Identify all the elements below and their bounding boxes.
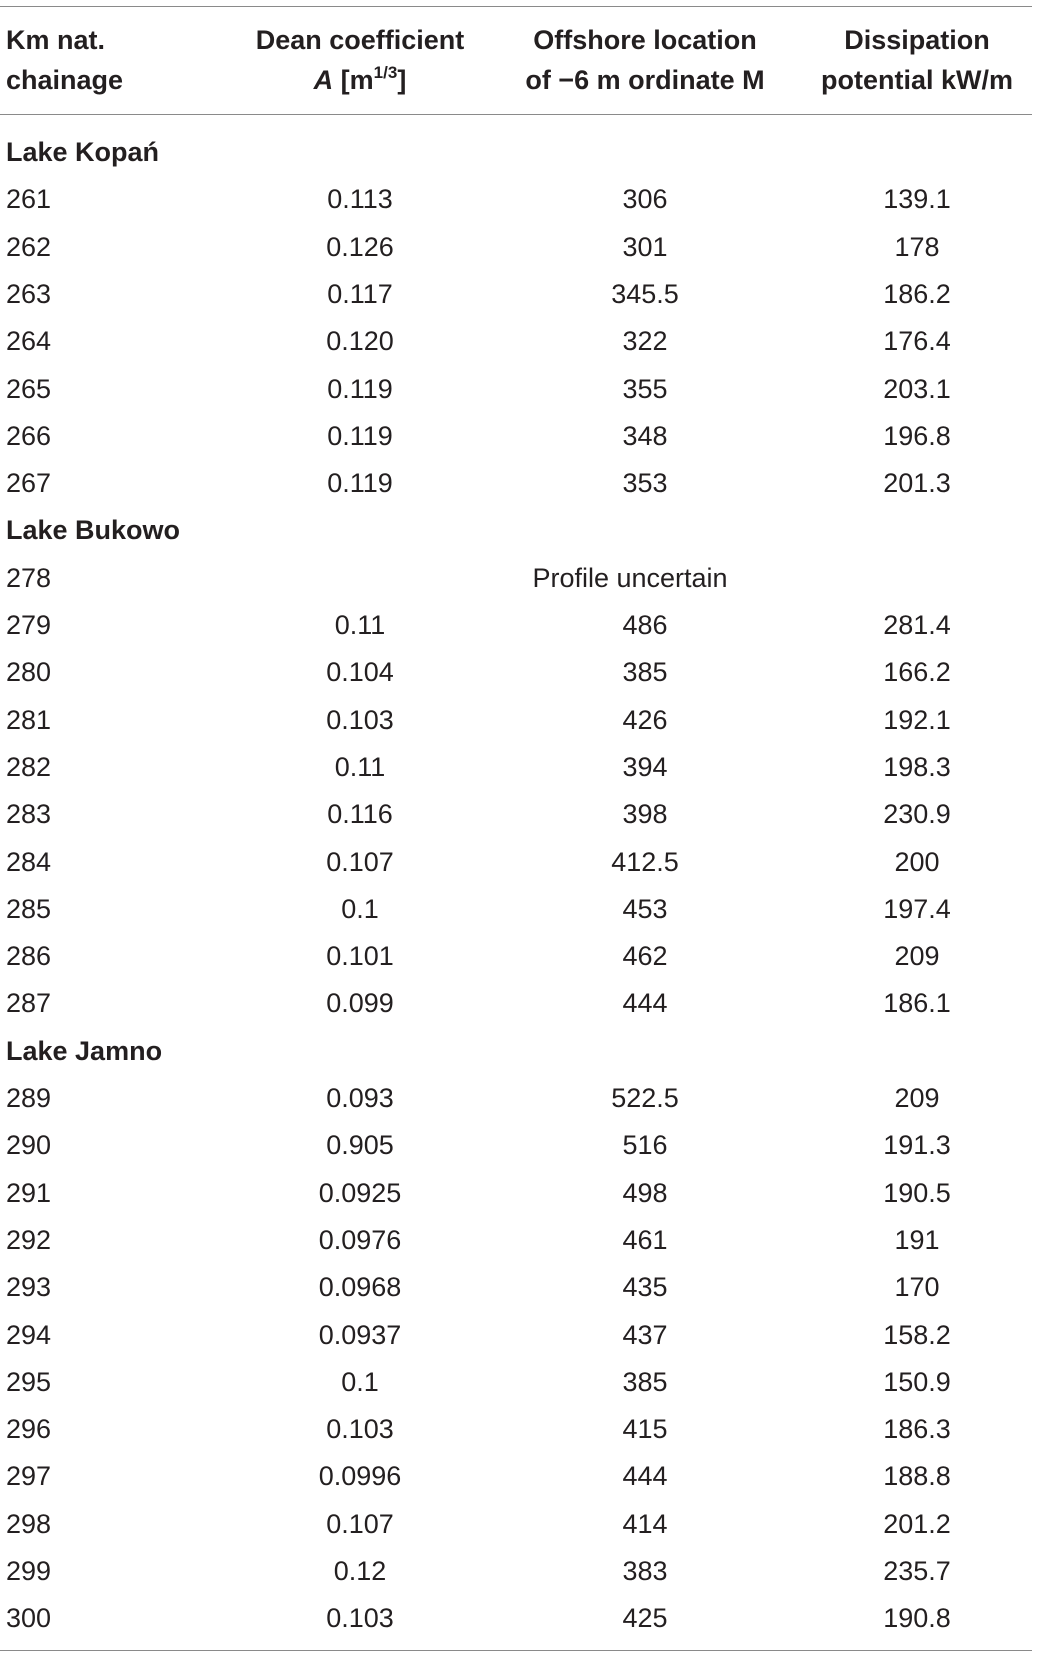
cell-dissipation-potential: 190.8	[883, 1603, 951, 1633]
cell-dissipation-potential: 190.5	[883, 1178, 951, 1208]
header-dissipation-line1: Dissipation	[844, 25, 990, 55]
cell-dean-coefficient: 0.0937	[318, 1320, 402, 1350]
cell-dean-coefficient: 0.1	[341, 1367, 379, 1397]
cell-offshore-location: 385	[622, 1367, 668, 1397]
cell-offshore-location: 426	[622, 705, 668, 735]
cell-km-chainage: 286	[6, 941, 52, 971]
cell-dissipation-potential: 178	[894, 232, 940, 262]
cell-dean-coefficient: 0.101	[326, 941, 394, 971]
cell-offshore-location: 355	[622, 374, 668, 404]
cell-offshore-location: 462	[622, 941, 668, 971]
cell-dissipation-potential: 188.8	[883, 1461, 951, 1491]
cell-offshore-location: 306	[622, 184, 668, 214]
cell-offshore-location: 353	[622, 468, 668, 498]
cell-offshore-location: 444	[622, 1461, 668, 1491]
cell-dean-coefficient: 0.093	[326, 1083, 394, 1113]
cell-offshore-location: 383	[622, 1556, 668, 1586]
cell-dissipation-potential: 170	[894, 1272, 940, 1302]
cell-dissipation-potential: 198.3	[883, 752, 951, 782]
cell-dean-coefficient: 0.119	[327, 421, 393, 451]
top-rule	[0, 6, 1032, 7]
cell-km-chainage: 296	[6, 1414, 52, 1444]
cell-dean-coefficient: 0.103	[326, 1603, 394, 1633]
cell-offshore-location: 516	[622, 1130, 668, 1160]
header-dean-line2	[240, 60, 480, 100]
cell-dean-coefficient: 0.116	[327, 799, 393, 829]
cell-dissipation-potential: 158.2	[883, 1320, 951, 1350]
cell-dissipation-potential: 201.3	[883, 468, 951, 498]
header-dean-unit-post: ]	[397, 65, 407, 95]
cell-dean-coefficient: 0.1	[341, 894, 379, 924]
cell-dean-coefficient: 0.117	[327, 279, 393, 309]
cell-km-chainage: 287	[6, 988, 52, 1018]
cell-dean-coefficient: 0.12	[333, 1556, 387, 1586]
cell-dissipation-potential: 191.3	[883, 1130, 951, 1160]
cell-dean-coefficient: 0.104	[326, 657, 394, 687]
header-offshore-line1: Offshore location	[533, 25, 757, 55]
group-heading: Lake Bukowo	[6, 515, 181, 545]
cell-offshore-location: 412.5	[611, 847, 679, 877]
cell-km-chainage: 284	[6, 847, 52, 877]
cell-dean-coefficient: 0.120	[326, 326, 394, 356]
cell-dean-coefficient: 0.119	[327, 468, 393, 498]
cell-km-chainage: 279	[6, 610, 52, 640]
cell-km-chainage: 289	[6, 1083, 52, 1113]
cell-offshore-location: 301	[622, 232, 668, 262]
header-km-line2: chainage	[6, 65, 124, 95]
header-rule	[0, 114, 1032, 115]
cell-dean-coefficient: 0.0968	[318, 1272, 402, 1302]
group-heading: Lake Jamno	[6, 1036, 163, 1066]
cell-dean-coefficient: 0.0976	[318, 1225, 402, 1255]
cell-km-chainage: 261	[6, 184, 52, 214]
cell-km-chainage: 299	[6, 1556, 52, 1586]
cell-dissipation-potential: 191	[894, 1225, 940, 1255]
cell-dean-coefficient: 0.113	[327, 184, 393, 214]
cell-dissipation-potential: 235.7	[883, 1556, 951, 1586]
cell-km-chainage: 285	[6, 894, 52, 924]
cell-dissipation-potential: 139.1	[883, 184, 951, 214]
cell-offshore-location: 461	[622, 1225, 668, 1255]
header-offshore-line2: of −6 m ordinate M	[525, 65, 765, 95]
cell-dissipation-potential: 209	[894, 941, 940, 971]
cell-dissipation-potential: 196.8	[883, 421, 951, 451]
header-dean-unit-pre: [m	[333, 65, 374, 95]
cell-dissipation-potential: 209	[894, 1083, 940, 1113]
cell-dissipation-potential: 186.2	[883, 279, 951, 309]
cell-offshore-location: 486	[622, 610, 668, 640]
cell-km-chainage: 294	[6, 1320, 52, 1350]
cell-dissipation-potential: 200	[894, 847, 940, 877]
header-dean-coefficient	[240, 20, 480, 100]
cell-offshore-location: 414	[622, 1509, 668, 1539]
cell-dissipation-potential: 197.4	[883, 894, 951, 924]
cell-dean-coefficient: 0.099	[326, 988, 394, 1018]
cell-offshore-location: 415	[622, 1414, 668, 1444]
cell-dean-coefficient: 0.0996	[318, 1461, 402, 1491]
cell-offshore-location: 348	[622, 421, 668, 451]
cell-dean-coefficient: 0.905	[326, 1130, 394, 1160]
cell-km-chainage: 278	[6, 563, 52, 593]
cell-km-chainage: 295	[6, 1367, 52, 1397]
cell-offshore-location: 425	[622, 1603, 668, 1633]
cell-dissipation-potential: 203.1	[883, 374, 951, 404]
header-dean-line1: Dean coefficient	[255, 25, 465, 55]
header-km-chainage	[6, 20, 123, 100]
cell-offshore-location: 394	[622, 752, 668, 782]
cell-offshore-location: 522.5	[611, 1083, 679, 1113]
cell-offshore-location: 398	[622, 799, 668, 829]
cell-km-chainage: 298	[6, 1509, 52, 1539]
cell-dean-coefficient: 0.11	[334, 610, 386, 640]
header-dean-var: A	[313, 65, 334, 95]
cell-dissipation-potential: 186.1	[883, 988, 951, 1018]
cell-dean-coefficient: 0.107	[326, 1509, 394, 1539]
cell-km-chainage: 300	[6, 1603, 52, 1633]
group-heading: Lake Kopań	[6, 137, 160, 167]
cell-note: Profile uncertain	[532, 563, 728, 593]
cell-offshore-location: 345.5	[611, 279, 679, 309]
cell-km-chainage: 281	[6, 705, 52, 735]
cell-km-chainage: 293	[6, 1272, 52, 1302]
cell-dean-coefficient: 0.0925	[318, 1178, 402, 1208]
cell-km-chainage: 292	[6, 1225, 52, 1255]
cell-offshore-location: 453	[622, 894, 668, 924]
cell-offshore-location: 322	[622, 326, 668, 356]
cell-km-chainage: 264	[6, 326, 52, 356]
header-dissipation-line2: potential kW/m	[820, 65, 1013, 95]
cell-dissipation-potential: 166.2	[883, 657, 951, 687]
cell-dean-coefficient: 0.11	[334, 752, 386, 782]
cell-dissipation-potential: 150.9	[883, 1367, 951, 1397]
header-km-line1: Km nat.	[6, 25, 106, 55]
cell-dean-coefficient: 0.126	[326, 232, 394, 262]
cell-km-chainage: 297	[6, 1461, 52, 1491]
cell-dean-coefficient: 0.103	[326, 1414, 394, 1444]
cell-dean-coefficient: 0.119	[327, 374, 393, 404]
cell-km-chainage: 283	[6, 799, 52, 829]
cell-dissipation-potential: 192.1	[883, 705, 951, 735]
cell-offshore-location: 498	[622, 1178, 668, 1208]
cell-km-chainage: 263	[6, 279, 52, 309]
cell-km-chainage: 266	[6, 421, 52, 451]
cell-dean-coefficient: 0.103	[326, 705, 394, 735]
header-offshore-location	[505, 20, 785, 100]
cell-km-chainage: 282	[6, 752, 52, 782]
cell-km-chainage: 280	[6, 657, 52, 687]
cell-dissipation-potential: 201.2	[883, 1509, 951, 1539]
cell-km-chainage: 265	[6, 374, 52, 404]
cell-offshore-location: 444	[622, 988, 668, 1018]
cell-dissipation-potential: 186.3	[883, 1414, 951, 1444]
cell-km-chainage: 291	[6, 1178, 52, 1208]
header-dean-unit-sup: 1/3	[373, 63, 398, 82]
cell-km-chainage: 267	[6, 468, 52, 498]
cell-km-chainage: 262	[6, 232, 52, 262]
cell-offshore-location: 435	[622, 1272, 668, 1302]
cell-offshore-location: 385	[622, 657, 668, 687]
cell-km-chainage: 290	[6, 1130, 52, 1160]
cell-dissipation-potential: 176.4	[883, 326, 951, 356]
cell-dean-coefficient: 0.107	[326, 847, 394, 877]
cell-dissipation-potential: 230.9	[883, 799, 951, 829]
bottom-rule	[0, 1650, 1032, 1651]
cell-dissipation-potential: 281.4	[883, 610, 951, 640]
cell-offshore-location: 437	[622, 1320, 668, 1350]
header-dissipation-potential	[797, 20, 1037, 100]
